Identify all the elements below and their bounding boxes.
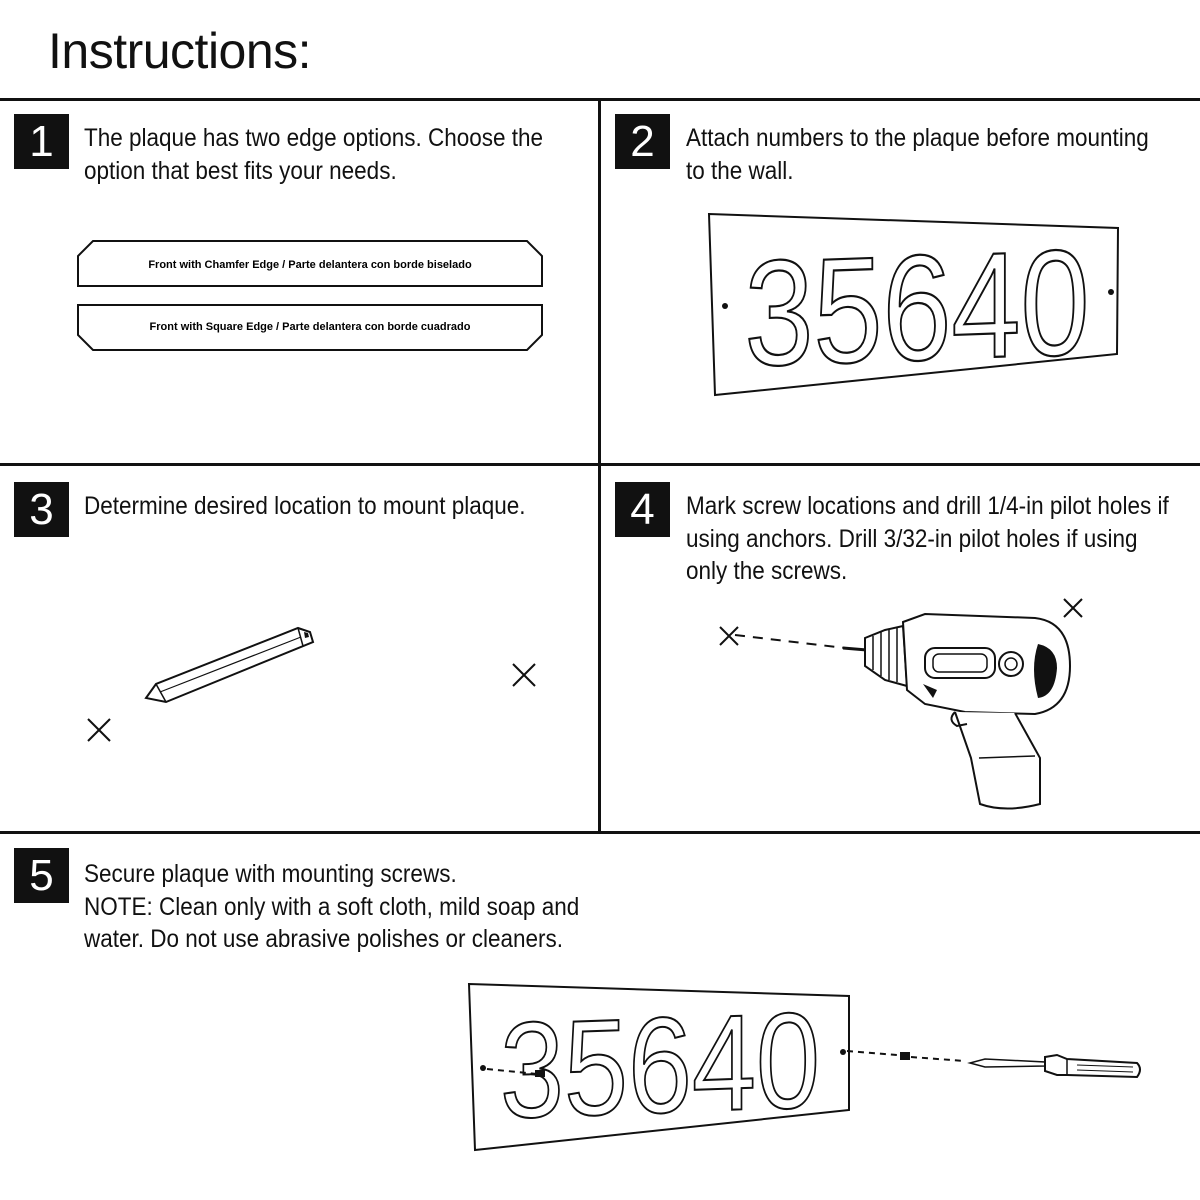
house-number: 35640 — [744, 215, 1162, 398]
step-number: 4 — [615, 482, 670, 537]
screw-hole — [1108, 289, 1114, 295]
instruction-line: Determine desired location to mount plaque. — [84, 492, 526, 520]
instruction-line: using anchors. Drill 3/32-in pilot holes if using — [686, 524, 1138, 553]
step-instruction — [84, 122, 543, 187]
instruction-line: water. Do not use abrasive polishes or cleaners. — [84, 925, 564, 953]
instruction-line: to the wall. — [686, 156, 794, 185]
instruction-line: option that best fits your needs. — [84, 156, 397, 185]
screw-icon — [900, 1052, 910, 1060]
step-number: 3 — [14, 482, 69, 537]
instruction-line: Attach numbers to the plaque before mounting — [686, 124, 1149, 152]
power-drill-icon — [735, 608, 1085, 818]
pencil-icon — [138, 620, 338, 710]
screwdriver-icon — [845, 1045, 1145, 1085]
step-instruction — [84, 490, 526, 523]
screw-hole — [722, 303, 728, 309]
instruction-line: Mark screw locations and drill 1/4-in pilot holes if — [686, 492, 1169, 520]
step-number: 2 — [615, 114, 670, 169]
instruction-line: Secure plaque with mounting screws. — [84, 860, 457, 888]
plaque-illustration — [465, 980, 879, 1155]
x-mark-icon — [86, 717, 112, 743]
step-number: 5 — [14, 848, 69, 903]
step-instruction — [686, 122, 1149, 187]
step-number: 1 — [14, 114, 69, 169]
house-number: 35640 — [500, 981, 879, 1147]
divider — [598, 98, 601, 834]
instruction-line: NOTE: Clean only with a soft cloth, mild soap and — [84, 892, 580, 921]
edge-options-diagram — [75, 238, 545, 353]
step-instruction — [84, 858, 579, 956]
edge-option-label: Front with Square Edge / Parte delantera con borde cuadrado — [149, 321, 471, 333]
instruction-line: only the screws. — [686, 557, 848, 585]
x-mark-icon — [511, 662, 537, 688]
plaque-illustration — [705, 210, 1162, 400]
edge-option-label: Front with Chamfer Edge / Parte delantera con borde biselado — [148, 259, 472, 271]
instruction-line: The plaque has two edge options. Choose the — [84, 124, 544, 152]
step-instruction — [686, 490, 1169, 588]
screw-hole — [480, 1065, 486, 1071]
page-title: Instructions: — [48, 23, 312, 79]
